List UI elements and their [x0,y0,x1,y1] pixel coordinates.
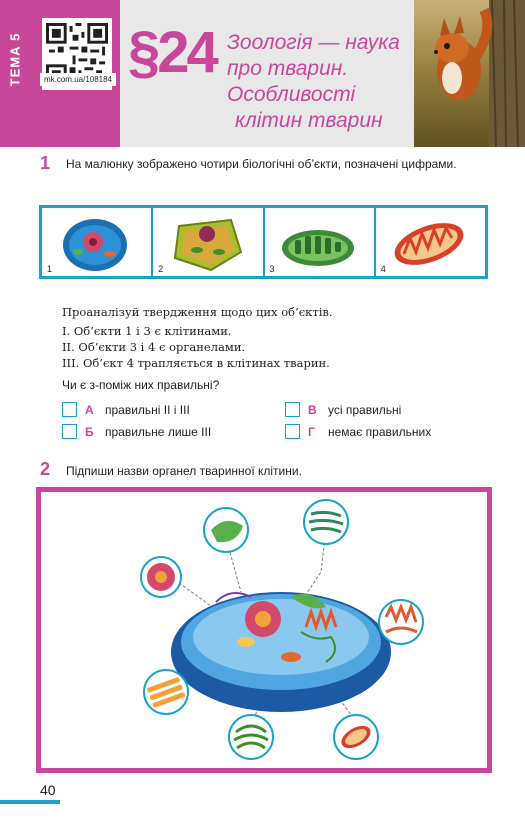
option-text: усі правильні [328,402,402,417]
option-g[interactable] [285,424,431,439]
analyze-heading: Проаналізуй твердження щодо цих об’єктів. [62,305,333,319]
question-text: Чи є з-поміж них правильні? [62,378,220,392]
animal-cell-icon [50,212,140,274]
option-letter: А [85,402,94,417]
statement-1: I. Об’єкти 1 і 3 є клітинами. [62,324,232,338]
squirrel-icon [414,0,525,147]
option-letter: Г [308,424,315,439]
title-line: про тварин. [227,57,349,80]
qr-url[interactable]: mk.com.ua/108184 [40,73,116,86]
object-image-4 [376,208,485,276]
object-number: 2 [158,264,164,274]
object-image-3 [265,208,376,276]
task-text: Підпиши назви органел тваринної клітини. [66,464,302,478]
mitochondrion-icon [384,212,474,274]
option-a[interactable] [62,402,190,417]
option-text: правильне лише III [105,424,212,439]
option-checkbox[interactable] [62,402,77,417]
page-number: 40 [40,782,56,798]
option-text: немає правильних [328,424,432,439]
title-line: клітин тварин [235,109,383,132]
task-number: 1 [40,153,51,173]
animal-cell-diagram [41,492,487,768]
object-number: 4 [380,264,386,274]
chloroplast-icon [273,212,363,274]
option-checkbox[interactable] [62,424,77,439]
object-image-2 [153,208,264,276]
page-header [0,0,525,147]
page-number-bar [0,800,60,804]
option-text: правильні II і III [105,402,190,417]
statement-3: III. Об’єкт 4 трапляється в клітинах тварин. [62,356,330,370]
task-text: На малюнку зображено чотири біологічні об’єкти, позначені цифрами. [66,157,457,171]
option-checkbox[interactable] [285,402,300,417]
objects-image-strip [39,205,488,279]
object-image-1 [42,208,153,276]
title-line: Зоологія — наука [227,31,400,54]
option-letter: В [308,402,317,417]
option-letter: Б [85,424,94,439]
option-b[interactable] [62,424,211,439]
plant-cell-icon [161,212,251,274]
page-title [227,30,412,134]
cell-diagram-frame [36,487,492,773]
object-number: 3 [269,264,275,274]
option-v[interactable] [285,402,401,417]
paragraph-number: §24 [128,20,216,85]
statement-2: II. Об’єкти 3 і 4 є органелами. [62,340,246,354]
title-line: Особливості [227,83,356,106]
topic-label: ТЕМА 5 [7,32,23,86]
object-number: 1 [47,264,53,274]
squirrel-photo [414,0,525,147]
task-number: 2 [40,459,51,479]
option-checkbox[interactable] [285,424,300,439]
